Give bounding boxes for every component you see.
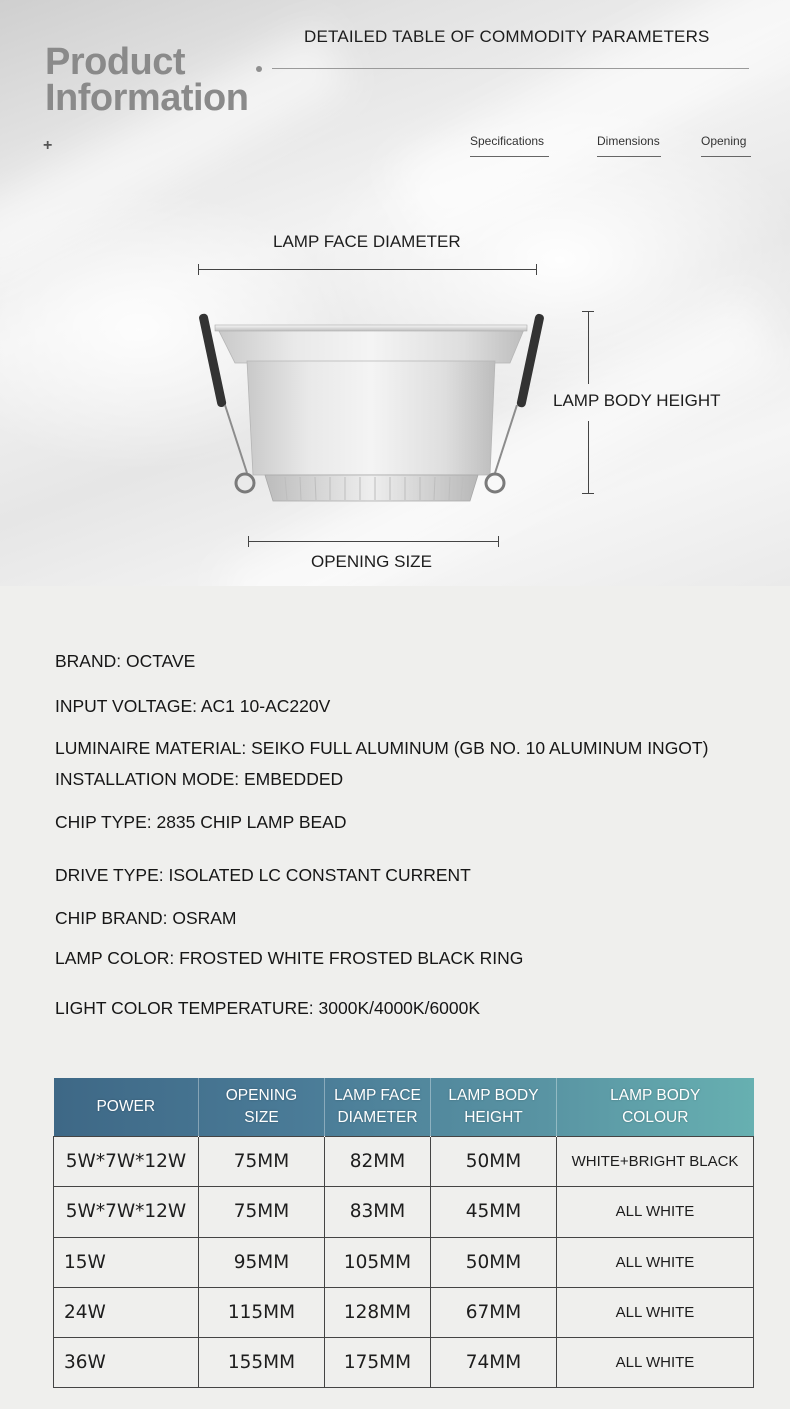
header-lamp-face-diameter: LAMP FACE DIAMETER [325,1078,431,1136]
cell-power: 36W [54,1337,199,1387]
lamp-body [247,361,495,475]
cell-body-colour: ALL WHITE [557,1237,754,1287]
height-dimension-line-top [588,311,589,384]
table-row [54,1136,754,1186]
cell-body-height: 74MM [431,1337,557,1387]
cell-face-diameter: 128MM [325,1287,431,1337]
table-row [54,1287,754,1337]
cell-face-diameter: 83MM [325,1186,431,1237]
spec-brand: BRAND: OCTAVE [55,651,196,671]
cell-opening-size: 115MM [199,1287,325,1337]
title-line-1: Product [45,41,186,83]
downlight-illustration [195,305,555,515]
table-row [54,1237,754,1287]
tab-opening[interactable]: Opening [701,134,751,157]
spec-drive-type: DRIVE TYPE: ISOLATED LC CONSTANT CURRENT [55,865,471,885]
face-diameter-label: LAMP FACE DIAMETER [273,232,461,251]
cell-body-colour: ALL WHITE [557,1337,754,1387]
section-subtitle: DETAILED TABLE OF COMMODITY PARAMETERS [304,27,710,46]
height-dimension-line-bottom [588,421,589,493]
opening-size-label: OPENING SIZE [311,552,432,571]
height-dimension-tick-bottom [582,493,594,494]
spec-color-temperature: LIGHT COLOR TEMPERATURE: 3000K/4000K/6000K [55,998,481,1018]
cell-body-height: 45MM [431,1186,557,1237]
cell-body-height: 50MM [431,1136,557,1186]
cell-power: 24W [54,1287,199,1337]
cell-power: 15W [54,1237,199,1287]
cell-body-colour: WHITE+BRIGHT BLACK [557,1136,754,1186]
spec-chip-type: CHIP TYPE: 2835 CHIP LAMP BEAD [55,812,347,832]
table-header-row [54,1078,754,1136]
cell-power: 5W*7W*12W [54,1136,199,1186]
header-lamp-body-colour: LAMP BODY COLOUR [610,1086,701,1126]
cell-body-colour: ALL WHITE [557,1186,754,1237]
cell-face-diameter: 105MM [325,1237,431,1287]
header-opening-size: OPENING SIZE [199,1078,325,1136]
spec-lamp-color: LAMP COLOR: FROSTED WHITE FROSTED BLACK RING [55,948,524,968]
tab-dimensions[interactable]: Dimensions [597,134,661,157]
cell-body-colour: ALL WHITE [557,1287,754,1337]
lamp-face-ring [215,325,527,331]
title-line-2: Information [45,77,249,119]
opening-size-dimension-line [248,541,499,542]
cell-body-height: 50MM [431,1237,557,1287]
page-title [45,41,249,119]
body-height-label: LAMP BODY HEIGHT [553,391,721,410]
cell-body-height: 67MM [431,1287,557,1337]
tab-specifications[interactable]: Specifications [470,134,549,157]
parameter-table [53,1078,754,1388]
cell-opening-size: 75MM [199,1136,325,1186]
header-power: POWER [54,1078,199,1136]
lamp-face-rim [217,327,525,363]
cell-opening-size: 95MM [199,1237,325,1287]
header-lamp-body-height: LAMP BODY HEIGHT [431,1078,557,1136]
cell-opening-size: 75MM [199,1186,325,1237]
cell-power: 5W*7W*12W [54,1186,199,1237]
cell-opening-size: 155MM [199,1337,325,1387]
title-dot [256,66,262,72]
cell-face-diameter: 82MM [325,1136,431,1186]
plus-icon: + [43,137,53,154]
face-diameter-dimension-line [198,269,537,270]
table-row [54,1337,754,1387]
cell-face-diameter: 175MM [325,1337,431,1387]
spec-installation-mode: INSTALLATION MODE: EMBEDDED [55,769,344,789]
product-hero [0,0,790,586]
heat-sink [265,475,478,501]
table-row [54,1186,754,1237]
spec-input-voltage: INPUT VOLTAGE: AC1 10-AC220V [55,696,331,716]
spec-chip-brand: CHIP BRAND: OSRAM [55,908,237,928]
title-divider [272,68,749,69]
spec-luminaire-material: LUMINAIRE MATERIAL: SEIKO FULL ALUMINUM (GB NO. 10 ALUMINUM INGOT) [55,738,709,758]
